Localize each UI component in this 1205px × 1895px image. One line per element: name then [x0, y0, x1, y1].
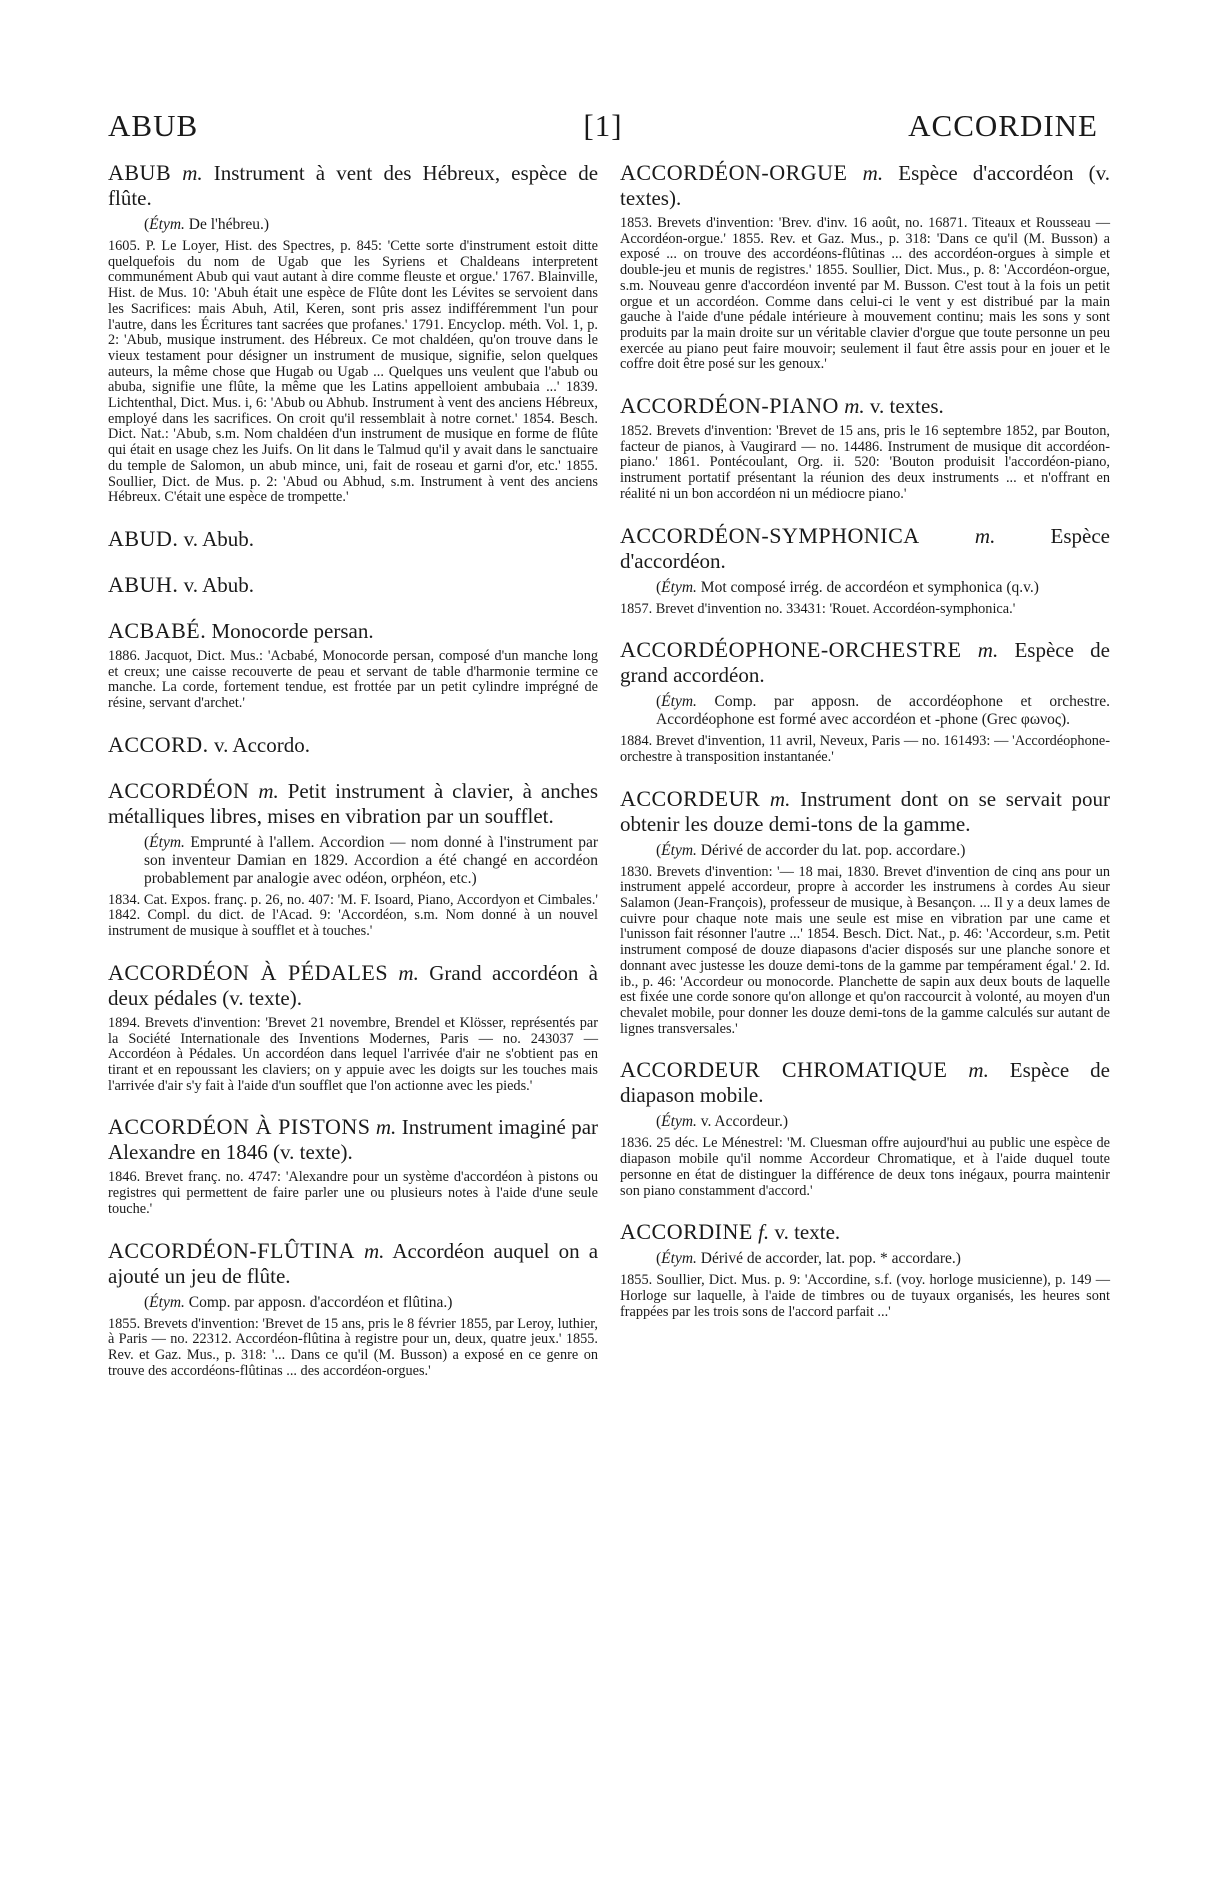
entry-headline [620, 523, 1110, 574]
entry-headline [108, 160, 598, 211]
dictionary-entry [108, 526, 598, 552]
entry-grammar: m. [375, 1115, 397, 1140]
entry-grammar: m. [968, 1058, 989, 1083]
entry-grammar: m. [974, 523, 996, 548]
entry-headline [108, 778, 598, 829]
entry-headline [620, 393, 1110, 419]
entry-citations: 1830. Brevets d'invention: '— 18 mai, 1830. Brevet d'invention de cinq ans pour un instrument appelé accordeur, propre à accorder les instrumens à cordes Au sieur Salamon (Jean-François), professeur de musique, à Besançon. ... Il y a deux lames de cuivre pour chaque note mais une seule est mise en vibration par une came et l'unisson fait résonner l'autre ...' 1854. Besch. Dict. Nat., p. 46: 'Accordeur, s.m. Petit instrument composé de douze diapasons d'acier disposés sur une planche sonore et donnant avec justesse les douze demi-tons de la gamme par tempérament égal.' 2. Id. ib., p. 46: 'Accordeur ou monocorde. Planchette de sapin aux deux bouts de laquelle est fixée une corde sonore qu'on allonge et qu'on raccourcit à volonté, au moyen d'un chevalet mobile, pour donner les douze demi-tons de la gamme calculés sur autant de lignes transversales.' [620, 863, 1110, 1037]
entry-grammar: m. [977, 638, 999, 663]
entry-definition: Instrument dont on se servait pour obtenir les douze demi-tons de la gamme. [620, 786, 1111, 836]
etymology-text: Comp. par apposn. de accordéophone et orchestre. Accordéophone est formé avec accordéon et -phone (Grec φωνος). [656, 693, 1110, 729]
entry-citations: 1605. P. Le Loyer, Hist. des Spectres, p. 845: 'Cette sorte d'instrument estoit ditte quelquefois du nom de Ugab que les Syriens et Chaldeans interpretent communément Abub qui vaut autant à dire comme fleuste et orgue.' 1767. Blainville, Hist. de Mus. 10: 'Abuh était une espèce de Flûte dont les Lévites se servoient dans les Sacrifices: mais Abuh, Atil, Keren, sont pris assez indifféremment l'un pour l'autre, dans les Écritures tant sacrées que profanes.' 1791. Encyclop. méth. Vol. 1, p. 2: 'Abub, musique instrument. des Hébreux. Ce mot chaldéen, qu'on trouve dans le vieux testament pour désigner un instrument de musique, signifie, selon quelques auteurs, la même chose que Hugab ou Ugab ... Quelques uns veulent que l'abub ou abuba, signifie une flûte, la même que les Latins appelloient ambubaia ...' 1839. Lichtenthal, Dict. Mus. i, 6: 'Abub ou Abhub. Instrument à vent des anciens Hébreux, employé dans les sacrifices. On croit qu'il ressemblait à notre cornet.' 1854. Besch. Dict. Nat.: 'Abub, s.m. Nom chaldéen d'un instrument de musique en forme de flûte qui était en usage chez les Juifs. On lit dans le Talmud qu'il y avait dans le sanctuaire du temple de Salomon, un abub mince, uni, fait de roseau et garni d'or, etc.' 1855. Soullier, Dict. de Mus. p. 2: 'Abud ou Abhud, s.m. Instrument à vent des anciens Hébreux. C'était une espèce de trompette.' [108, 238, 598, 506]
entry-headword: ACCORD. [108, 731, 209, 757]
entry-definition: Instrument imaginé par Alexandre en 1846 (v. texte). [108, 1115, 599, 1165]
entry-grammar: m. [258, 778, 279, 803]
etymology-label: Étym. [149, 216, 185, 233]
dictionary-entry [108, 732, 598, 758]
etymology-label: Étym. [661, 841, 697, 859]
dictionary-entry [108, 1114, 598, 1217]
running-head-last-word: ACCORDINE [908, 108, 1098, 143]
entry-grammar: m. [182, 161, 203, 185]
entry-headword: ACCORDÉOPHONE-ORCHESTRE [620, 637, 962, 663]
entry-definition: Espèce d'accordéon (v. textes). [620, 161, 1111, 210]
entry-headline [620, 637, 1110, 688]
dictionary-entry [108, 160, 598, 506]
entry-citations: 1857. Brevet d'invention no. 33431: 'Rouet. Accordéon-symphonica.' [620, 600, 1016, 617]
etymology-label: Étym. [661, 1250, 697, 1268]
entry-headword: ACCORDINE [620, 1219, 753, 1245]
entry-grammar: m. [398, 960, 419, 985]
entry-headline [108, 1238, 598, 1289]
entry-citations: 1834. Cat. Expos. franç. p. 26, no. 407: 'M. F. Isoard, Piano, Accordyon et Cimbales.' 1842. Compl. du dict. de l'Acad. 9: 'Accordéon, s.m. Nom donné à un nouvel instrument de musique à soufflet et à touches.' [108, 891, 598, 940]
dictionary-entry [620, 637, 1110, 765]
entry-etymology: (Étym. De l'hébreu.) [144, 216, 270, 233]
dictionary-entry [620, 523, 1110, 618]
entry-definition: v. Accordo. [213, 732, 310, 757]
entry-definition: v. textes. [869, 394, 944, 419]
dictionary-entry [108, 960, 598, 1095]
etymology-label: Étym. [149, 1293, 185, 1311]
entry-grammar: m. [844, 394, 865, 419]
etymology-text: Mot composé irrég. de accordéon et symphonica (q.v.) [700, 578, 1039, 596]
entry-etymology: (Étym. Comp. par apposn. de accordéophone et orchestre. Accordéophone est formé avec accordéon et -phone (Grec φωνος). [656, 693, 1110, 729]
etymology-text: Dérivé de accorder, lat. pop. * accordare.) [700, 1250, 961, 1268]
entry-citations: 1852. Brevets d'invention: 'Brevet de 15 ans, pris le 16 septembre 1852, par Bouton, facteur de pianos, à Vaugirard — no. 14486. Instrument de musique dit accordéon-piano.' 1861. Pontécoulant, Org. ii. 520: 'Bouton produisit l'accordéon-piano, instrument portatif présentant la réunion des deux instruments ... et n'offrant en réalité ni un bon accordéon ni un médiocre piano.' [620, 423, 1110, 502]
dictionary-entry [108, 778, 598, 940]
entry-headline [108, 526, 598, 552]
entry-headword: ACCORDÉON-PIANO [620, 393, 839, 419]
entry-definition: Petit instrument à clavier, à anches métalliques libres, mises en vibration par un soufflet. [108, 778, 599, 828]
entry-headword: ACBABÉ. [108, 617, 207, 643]
dictionary-entry [620, 786, 1110, 1038]
entry-headword: ABUB [108, 160, 172, 185]
entry-headword: ABUD. [108, 525, 179, 551]
dictionary-entry [620, 1219, 1110, 1320]
entry-definition: v. Abub. [183, 526, 254, 551]
entry-definition: Monocorde persan. [211, 618, 374, 643]
dictionary-entry [620, 1057, 1110, 1199]
entry-headline [620, 786, 1110, 837]
entry-etymology: (Étym. Comp. par apposn. d'accordéon et flûtina.) [144, 1293, 453, 1311]
etymology-text: Comp. par apposn. d'accordéon et flûtina.) [188, 1293, 453, 1311]
etymology-text: v. Accordeur.) [700, 1113, 789, 1131]
entry-citations: 1886. Jacquot, Dict. Mus.: 'Acbabé, Monocorde persan, composé d'un manche long et creux; une caisse recouverte de peau et servant de table d'harmonie termine ce manche. La corde, fortement tendue, est frottée par un petit cylindre imprégné de résine, servant d'archet.' [108, 647, 598, 712]
left-column [108, 160, 598, 1399]
dictionary-entry [108, 572, 598, 598]
etymology-label: Étym. [661, 1113, 697, 1131]
dictionary-entry [108, 1238, 598, 1380]
entry-grammar: m. [769, 786, 791, 811]
etymology-text: De l'hébreu.) [188, 216, 270, 233]
entry-grammar: m. [862, 161, 884, 185]
entry-citations: 1853. Brevets d'invention: 'Brev. d'inv. 16 août, no. 16871. Titeaux et Rousseau — Accordéon-orgue.' 1855. Rev. et Gaz. Mus., p. 318: 'Dans ce qu'il (M. Busson) a exposé ... on trouve des accordéons-flûtinas ... des accordéon-orgues à simple et double-jeu et munis de registres.' 1855. Soullier, Dict. Mus., p. 8: 'Accordéon-orgue, s.m. Nouveau genre d'accordéon inventé par M. Busson. C'est tout à la fois un petit orgue et un accordéon. Comme dans celui-ci le vent y est distribué par la main gauche à l'aide d'une pédale intérieure à mouvement continu; mais les sons y sont produits par la main droite sur un véritable clavier d'orgue que toute personne un peu exercée au piano peut faire mouvoir; seulement il faut être assis pour en jouer et le coffre doit être posé sur les genoux.' [620, 215, 1110, 373]
entry-etymology: (Étym. v. Accordeur.) [656, 1113, 789, 1131]
entry-definition: Espèce de grand accordéon. [620, 638, 1110, 688]
entry-headline [620, 160, 1110, 211]
entry-citations: 1836. 25 déc. Le Ménestrel: 'M. Cluesman offre aujourd'hui au public une espèce de diapason mobile qu'il nomme Accordeur Chromatique, et à l'aide duquel toute personne en état de distinguer la différence de deux tons inégaux, pourra maintenir son piano constamment d'accord.' [620, 1135, 1110, 1199]
running-head [108, 108, 1098, 152]
entry-etymology: (Étym. Mot composé irrég. de accordéon et symphonica (q.v.) [656, 578, 1039, 596]
right-column [620, 160, 1110, 1340]
entry-citations: 1884. Brevet d'invention, 11 avril, Neveux, Paris — no. 161493: — 'Accordéophone-orchestre à transposition instantanée.' [620, 733, 1110, 765]
entry-etymology: (Étym. Dérivé de accorder, lat. pop. * accordare.) [656, 1250, 961, 1268]
entry-headline [108, 572, 598, 598]
entry-headline [108, 1114, 598, 1165]
dictionary-entry [620, 160, 1110, 373]
entry-citations: 1846. Brevet franç. no. 4747: 'Alexandre pour un système d'accordéon à pistons ou registres qui permettent de faire parler une ou plusieurs notes à l'aide d'une seule touche.' [108, 1169, 598, 1217]
etymology-text: Emprunté à l'allem. Accordion — nom donné à l'instrument par son inventeur Damian en 1829. Accordion a été changé en accordéon probablement par analogie avec odéon, orphéon, etc.) [144, 833, 599, 887]
entry-etymology: (Étym. Dérivé de accorder du lat. pop. accordare.) [656, 841, 966, 859]
entry-definition: Instrument à vent des Hébreux, espèce de flûte. [108, 161, 599, 210]
etymology-label: Étym. [661, 578, 697, 596]
page-number: [1] [583, 108, 623, 143]
running-head-first-word: ABUB [108, 108, 199, 143]
entry-definition: Grand accordéon à deux pédales (v. texte). [108, 960, 598, 1010]
entry-headword: ACCORDÉON-ORGUE [620, 160, 848, 185]
entry-headword: ACCORDEUR CHROMATIQUE [620, 1057, 948, 1083]
entry-headline [108, 960, 598, 1011]
entry-headline [620, 1219, 1110, 1245]
entry-headword: ACCORDÉON [108, 777, 250, 803]
entry-headword: ACCORDÉON-FLÛTINA [108, 1237, 355, 1263]
entry-headword: ACCORDÉON-SYMPHONICA [620, 522, 920, 548]
dictionary-entry [620, 393, 1110, 503]
entry-headline [620, 1057, 1110, 1108]
entry-headline [108, 618, 598, 644]
entry-citations: 1855. Brevets d'invention: 'Brevet de 15 ans, pris le 8 février 1855, par Leroy, luthier, à Paris — no. 22312. Accordéon-flûtina à registre pour un, deux, quatre jeux.' 1855. Rev. et Gaz. Mus., p. 318: '... Dans ce qu'il (M. Busson) a exposé en ce genre on trouve des accordéons-flûtinas ... des accordéon-orgues.' [108, 1315, 598, 1379]
entry-headword: ACCORDÉON À PISTONS [108, 1114, 371, 1140]
entry-definition: v. texte. [774, 1220, 841, 1245]
entry-grammar: f. [758, 1220, 770, 1245]
entry-grammar: m. [363, 1238, 385, 1263]
entry-headword: ACCORDEUR [620, 785, 761, 811]
entry-headline [108, 732, 598, 758]
dictionary-entry [108, 618, 598, 712]
entry-etymology: (Étym. Emprunté à l'allem. Accordion — nom donné à l'instrument par son inventeur Damian en 1829. Accordion a été changé en accordéon probablement par analogie avec odéon, orphéon, etc.) [144, 833, 599, 887]
entry-definition: Espèce de diapason mobile. [620, 1058, 1110, 1108]
entry-citations: 1894. Brevets d'invention: 'Brevet 21 novembre, Brendel et Klösser, représentés par la Société Internationale des Inventions Modernes, Paris — no. 243037 — Accordéon à Pédales. Un accordéon dans lequel l'arrivée d'air ne s'obtient pas en tirant et en repoussant les claviers; on y appuie avec les doigts sur les touches mais l'arrivée d'air s'y fait à l'aide d'un soufflet que l'on actionne avec les pieds.' [108, 1014, 598, 1094]
entry-citations: 1855. Soullier, Dict. Mus. p. 9: 'Accordine, s.f. (voy. horloge musicienne), p. 149 — Horloge sur laquelle, à l'aide de timbres ou de tuyaux organisés, les heures sont frappées par les trois sons de l'accord parfait ...' [620, 1272, 1110, 1320]
entry-definition: Accordéon auquel on a ajouté un jeu de flûte. [108, 1238, 599, 1288]
entry-headword: ABUH. [108, 571, 179, 597]
etymology-label: Étym. [149, 833, 185, 851]
entry-headword: ACCORDÉON À PÉDALES [108, 959, 389, 985]
entry-definition: v. Abub. [183, 572, 254, 597]
etymology-text: Dérivé de accorder du lat. pop. accordare.) [700, 841, 966, 859]
entry-definition: Espèce d'accordéon. [620, 523, 1110, 573]
etymology-label: Étym. [661, 693, 697, 711]
